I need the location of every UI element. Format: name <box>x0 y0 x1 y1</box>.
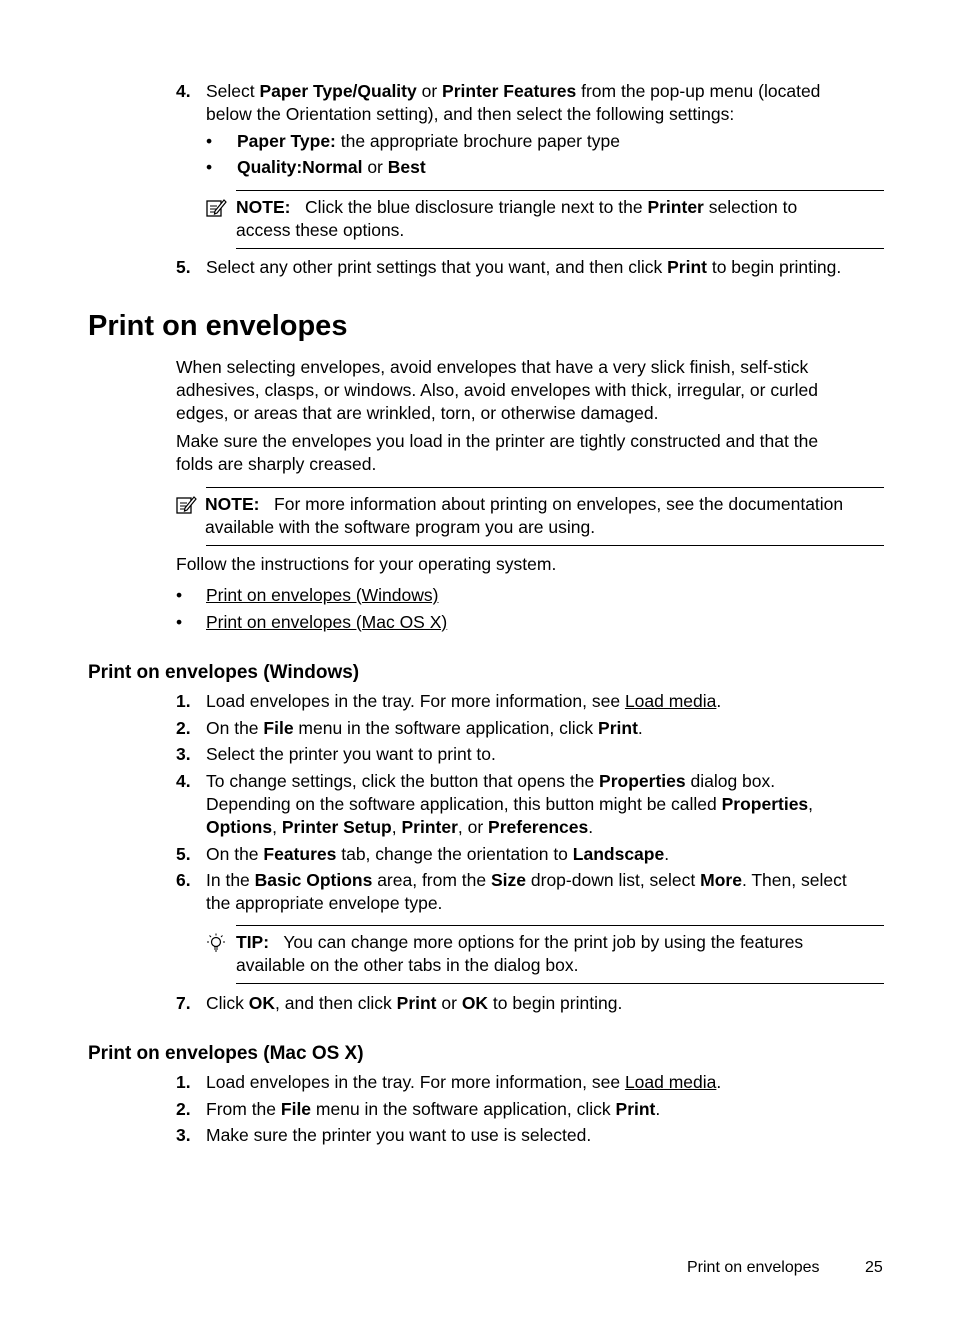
tip-text: TIP: You can change more options for the print job by using the features available on the other tabs in the dialog box. <box>236 932 804 975</box>
bullet: • <box>176 585 183 605</box>
win-step-2-text: On the File menu in the software application, click Print. <box>206 718 643 738</box>
mac-step-2-number: 2. <box>176 1099 191 1119</box>
note-bottom-rule <box>236 248 884 249</box>
win-step-5-text: On the Features tab, change the orientation to Landscape. <box>206 844 670 864</box>
mac-link[interactable]: Print on envelopes (Mac OS X) <box>206 612 448 632</box>
win-step-3-text: Select the printer you want to print to. <box>206 744 496 764</box>
step-4-number: 4. <box>176 81 191 101</box>
quality-bullet: Quality:Normal or Best <box>237 157 426 177</box>
bullet: • <box>206 157 213 177</box>
step-5-number: 5. <box>176 257 191 277</box>
win-step-1-number: 1. <box>176 691 191 711</box>
mac-step-2-text: From the File menu in the software application, click Print. <box>206 1099 661 1119</box>
step-4-text: Select Paper Type/Quality or Printer Features from the pop-up menu (located below the Orientation setting), and then select the following settings: <box>206 81 821 124</box>
envelope-construction-paragraph: Make sure the envelopes you load in the printer are tightly constructed and that the folds are sharply creased. <box>176 431 819 474</box>
envelope-selection-paragraph: When selecting envelopes, avoid envelopes that have a very slick finish, self-stick adhesives, clasps, or windows. Also, avoid envelopes with thick, irregular, or curled edges, or areas that are wrinkled, torn, or otherwise damaged. <box>176 357 818 423</box>
note-bottom-rule <box>206 545 884 546</box>
win-step-7-text: Click OK, and then click Print or OK to begin printing. <box>206 993 623 1013</box>
mac-heading: Print on envelopes (Mac OS X) <box>88 1043 364 1064</box>
tip-bottom-rule <box>236 983 884 984</box>
win-step-1-text: Load envelopes in the tray. For more information, see Load media. <box>206 691 722 711</box>
mac-step-1-text: Load envelopes in the tray. For more information, see Load media. <box>206 1072 722 1092</box>
win-step-7-number: 7. <box>176 993 191 1013</box>
lightbulb-icon <box>205 933 227 955</box>
win-step-4-text: To change settings, click the button that opens the Properties dialog box. Depending on the software application, this button might be called Properties, Options, Printer Setup, Printer, or Preferences. <box>206 771 814 837</box>
note-icon <box>205 197 227 219</box>
page-number: 25 <box>865 1259 883 1276</box>
windows-heading: Print on envelopes (Windows) <box>88 662 360 683</box>
follow-instructions: Follow the instructions for your operating system. <box>176 554 557 574</box>
note-top-rule <box>236 190 884 191</box>
note-top-rule <box>206 487 884 488</box>
paper-type-bullet: Paper Type: the appropriate brochure paper type <box>237 131 620 151</box>
note-2-text: NOTE: For more information about printing on envelopes, see the documentation available with the software program you are using. <box>205 494 844 537</box>
win-step-3-number: 3. <box>176 744 191 764</box>
win-step-4-number: 4. <box>176 771 191 791</box>
bullet: • <box>206 131 213 151</box>
mac-step-1-number: 1. <box>176 1072 191 1092</box>
note-1-text: NOTE: Click the blue disclosure triangle next to the Printer selection to access these options. <box>236 197 798 240</box>
note-icon <box>175 494 197 516</box>
footer-section-title: Print on envelopes <box>687 1259 820 1276</box>
win-step-6-number: 6. <box>176 870 191 890</box>
tip-top-rule <box>236 925 884 926</box>
bullet: • <box>176 612 183 632</box>
load-media-link[interactable]: Load media <box>624 691 717 711</box>
load-media-link[interactable]: Load media <box>624 1072 717 1092</box>
step-5-text: Select any other print settings that you want, and then click Print to begin printing. <box>206 257 842 277</box>
win-step-5-number: 5. <box>176 844 191 864</box>
mac-step-3-number: 3. <box>176 1125 191 1145</box>
win-step-6-text: In the Basic Options area, from the Size drop-down list, select More. Then, select the appropriate envelope type. <box>206 870 847 913</box>
page-title: Print on envelopes <box>88 310 348 342</box>
windows-link[interactable]: Print on envelopes (Windows) <box>206 585 439 605</box>
win-step-2-number: 2. <box>176 718 191 738</box>
mac-step-3-text: Make sure the printer you want to use is selected. <box>206 1125 592 1145</box>
